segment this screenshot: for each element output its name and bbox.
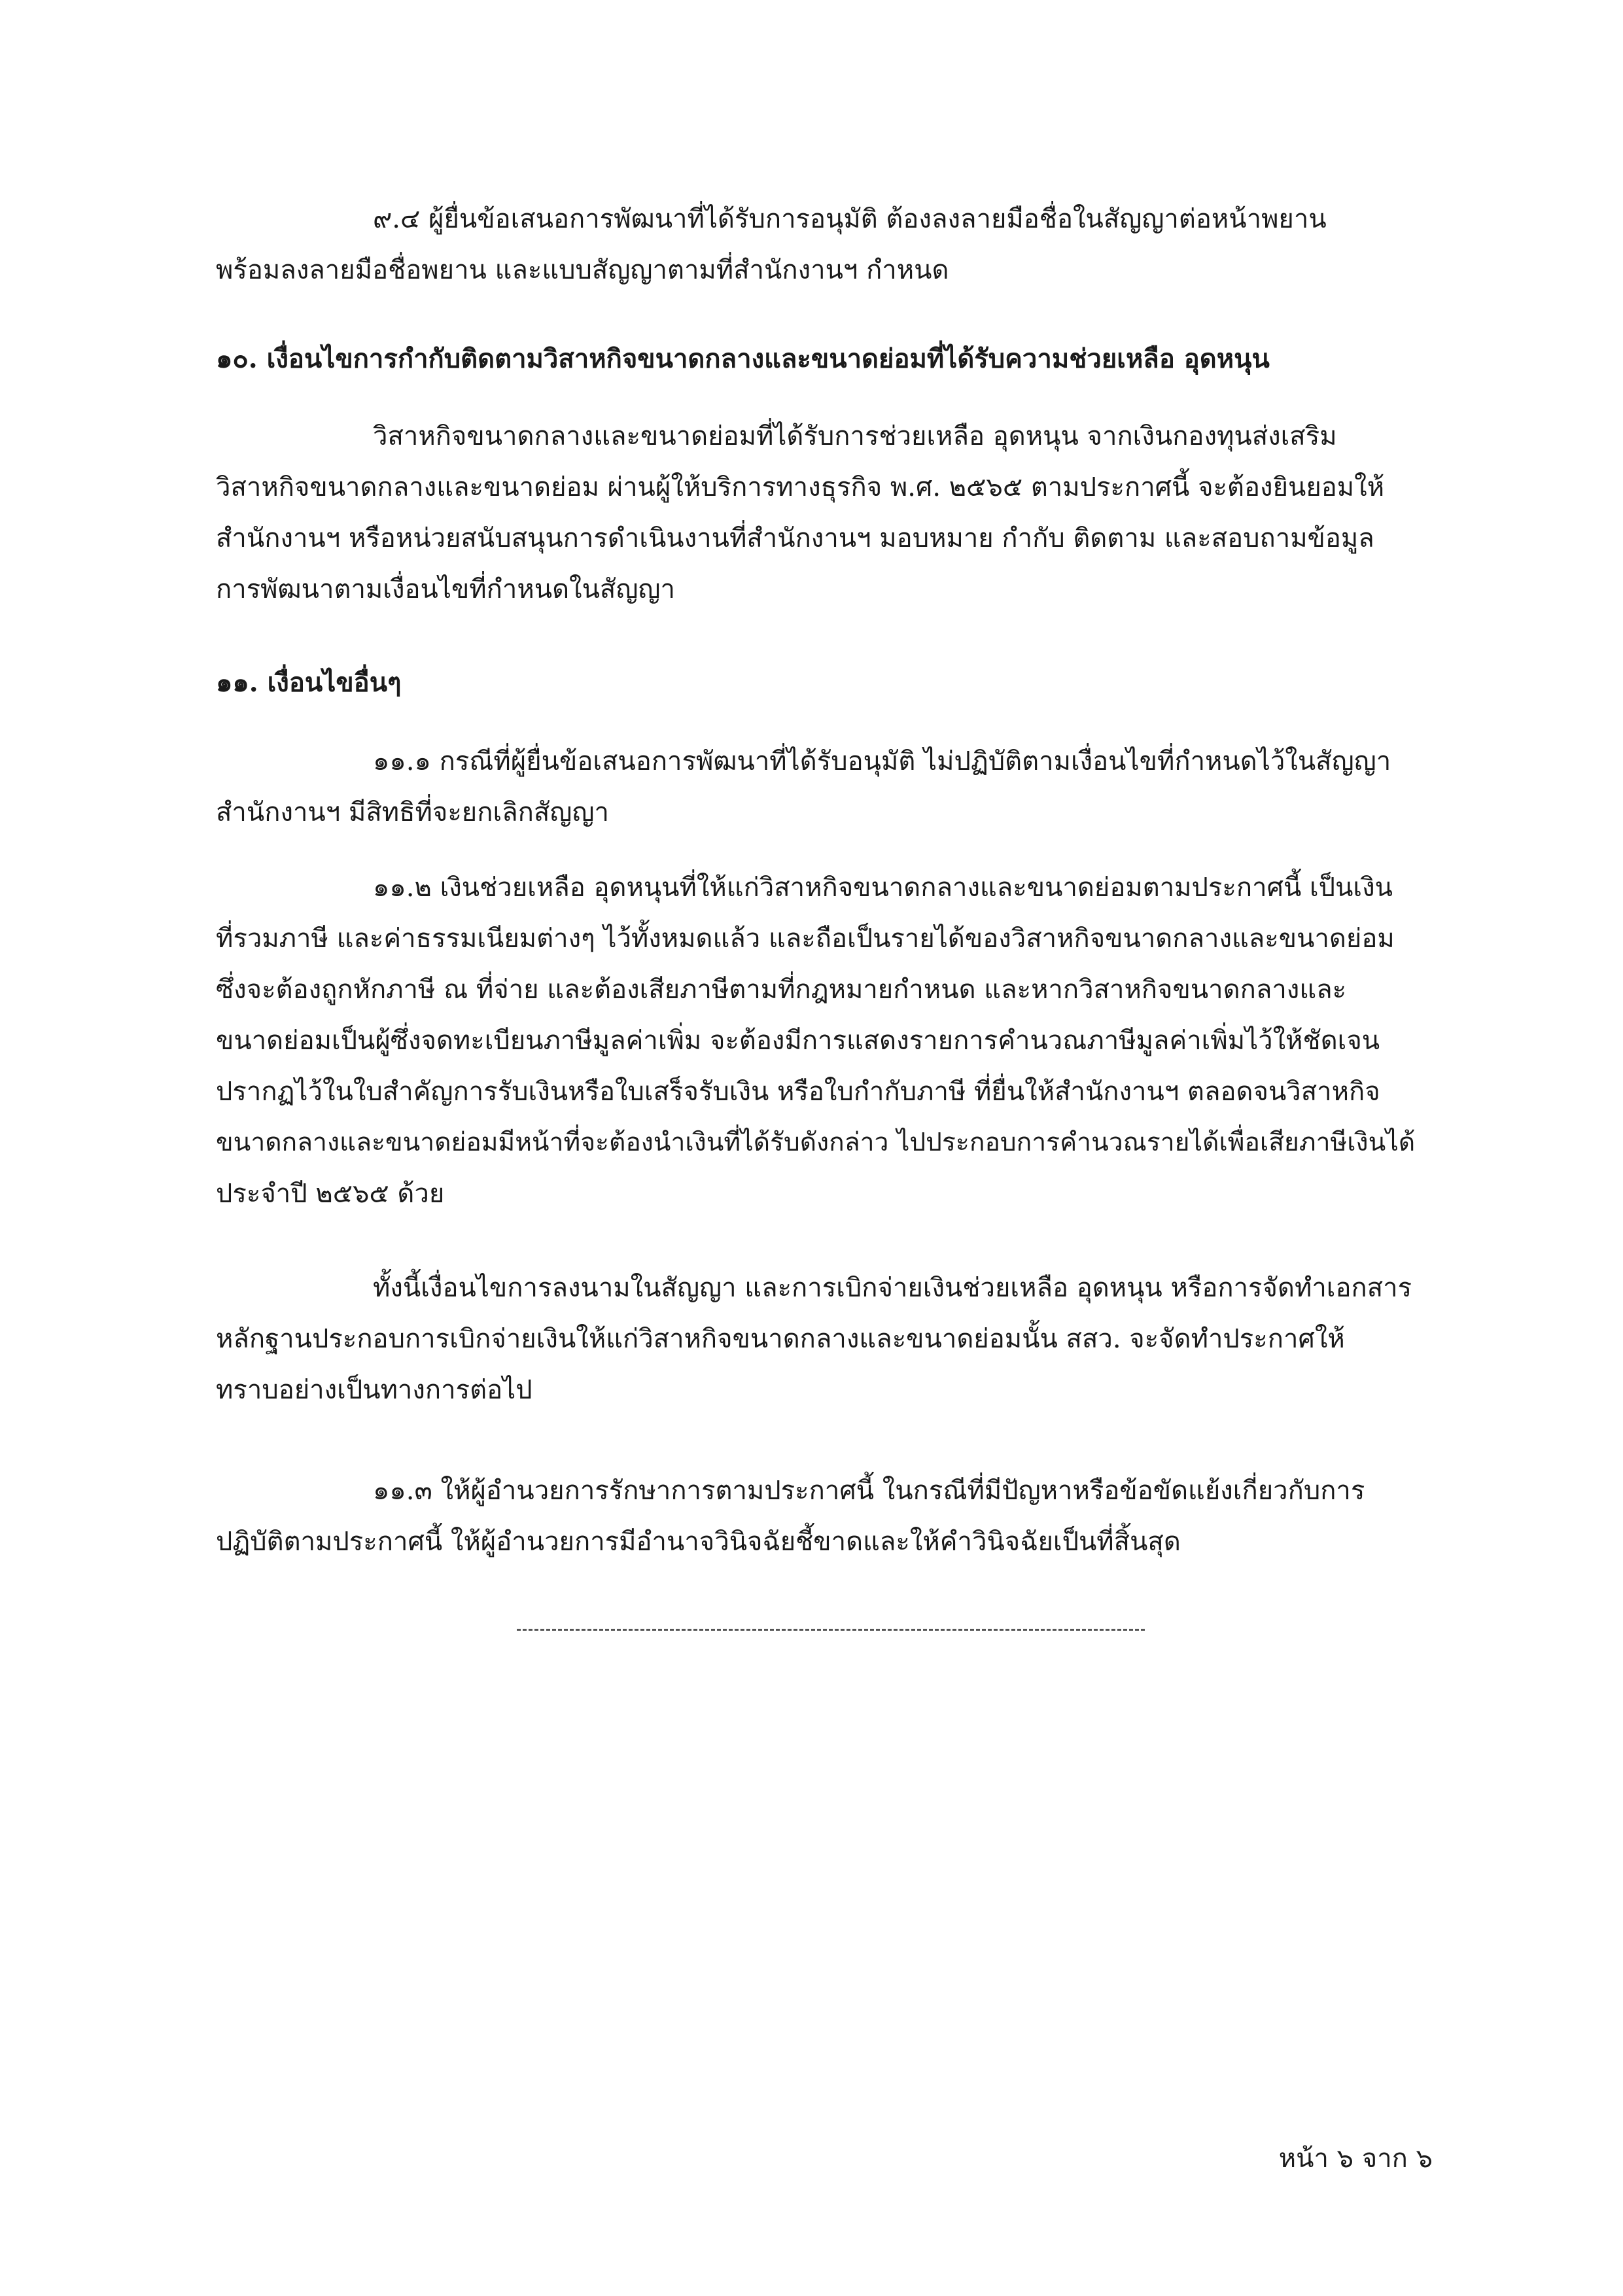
clause-11-2-line-7: ประจำปี ๒๕๖๕ ด้วย (216, 1179, 445, 1209)
clause-11-2-line-5: ปรากฏไว้ในใบสำคัญการรับเงินหรือใบเสร็จรับเงิน หรือใบกำกับภาษี ที่ยื่นให้สำนักงานฯ ตลอดจนวิสาหกิจ (216, 1077, 1380, 1107)
clause-11-2-line-3: ซึ่งจะต้องถูกหักภาษี ณ ที่จ่าย และต้องเสียภาษีตามที่กฎหมายกำหนด และหากวิสาหกิจขนาดกลางและ (216, 975, 1347, 1005)
clause-11-3-line-1: ๑๑.๓ ให้ผู้อำนวยการรักษาการตามประกาศนี้ ในกรณีที่มีปัญหาหรือข้อขัดแย้งเกี่ยวกับการ (373, 1476, 1365, 1506)
clause-11-2-line-2: ที่รวมภาษี และค่าธรรมเนียมต่างๆ ไว้ทั้งหมดแล้ว และถือเป็นรายได้ของวิสาหกิจขนาดกลางและขนาดย่อม (216, 924, 1395, 954)
section-10-heading: ๑๐. เงื่อนไขการกำกับติดตามวิสาหกิจขนาดกลางและขนาดย่อมที่ได้รับความช่วยเหลือ อุดหนุน (216, 343, 1270, 374)
section-11-heading: ๑๑. เงื่อนไขอื่นๆ (216, 667, 402, 698)
clause-11-3 (216, 1465, 1433, 1567)
clause-11-2-line-4: ขนาดย่อมเป็นผู้ซึ่งจดทะเบียนภาษีมูลค่าเพิ่ม จะต้องมีการแสดงรายการคำนวณภาษีมูลค่าเพิ่มไว้ให้ชัดเจน (216, 1026, 1380, 1056)
section-10-line-3: สำนักงานฯ หรือหน่วยสนับสนุนการดำเนินงานที่สำนักงานฯ มอบหมาย กำกับ ติดตาม และสอบถามข้อมูล (216, 523, 1374, 553)
clause-11-3-line-2: ปฏิบัติตามประกาศนี้ ให้ผู้อำนวยการมีอำนาจวินิจฉัยชี้ขาดและให้คำวินิจฉัยเป็นที่สิ้นสุด (216, 1527, 1181, 1557)
section-11-note-line-2: หลักฐานประกอบการเบิกจ่ายเงินให้แก่วิสาหกิจขนาดกลางและขนาดย่อมนั้น สสว. จะจัดทำประกาศให้ (216, 1324, 1345, 1354)
clause-11-1-line-1: ๑๑.๑ กรณีที่ผู้ยื่นข้อเสนอการพัฒนาที่ได้รับอนุมัติ ไม่ปฏิบัติตามเงื่อนไขที่กำหนดไว้ในสัญญา (373, 746, 1391, 776)
section-10-line-1: วิสาหกิจขนาดกลางและขนาดย่อมที่ได้รับการช่วยเหลือ อุดหนุน จากเงินกองทุนส่งเสริม (373, 421, 1337, 451)
clause-9-4 (216, 194, 1433, 296)
section-10-line-2: วิสาหกิจขนาดกลางและขนาดย่อม ผ่านผู้ให้บริการทางธุรกิจ พ.ศ. ๒๕๖๕ ตามประกาศนี้ จะต้องยินยอมให้ (216, 472, 1385, 502)
clause-11-2 (216, 862, 1433, 1219)
clause-9-4-line-1: ๙.๔ ผู้ยื่นข้อเสนอการพัฒนาที่ได้รับการอนุมัติ ต้องลงลายมือชื่อในสัญญาต่อหน้าพยาน (373, 204, 1327, 234)
section-11-note-line-3: ทราบอย่างเป็นทางการต่อไป (216, 1375, 532, 1405)
section-11-note (216, 1262, 1433, 1416)
end-divider (517, 1629, 1145, 1631)
section-10-line-4: การพัฒนาตามเงื่อนไขที่กำหนดในสัญญา (216, 574, 675, 604)
clause-11-2-line-1: ๑๑.๒ เงินช่วยเหลือ อุดหนุนที่ให้แก่วิสาหกิจขนาดกลางและขนาดย่อมตามประกาศนี้ เป็นเงิน (373, 873, 1393, 903)
section-10-body (216, 411, 1433, 615)
clause-11-2-line-6: ขนาดกลางและขนาดย่อมมีหน้าที่จะต้องนำเงินที่ได้รับดังกล่าว ไปประกอบการคำนวณรายได้เพื่อเสียภาษีเงินได้ (216, 1128, 1416, 1157)
clause-11-1-line-2: สำนักงานฯ มีสิทธิที่จะยกเลิกสัญญา (216, 797, 609, 827)
clause-11-1 (216, 736, 1433, 838)
section-11-note-line-1: ทั้งนี้เงื่อนไขการลงนามในสัญญา และการเบิกจ่ายเงินช่วยเหลือ อุดหนุน หรือการจัดทำเอกสาร (373, 1273, 1412, 1303)
page-number: หน้า ๖ จาก ๖ (1278, 2144, 1433, 2174)
clause-9-4-line-2: พร้อมลงลายมือชื่อพยาน และแบบสัญญาตามที่สำนักงานฯ กำหนด (216, 255, 949, 285)
